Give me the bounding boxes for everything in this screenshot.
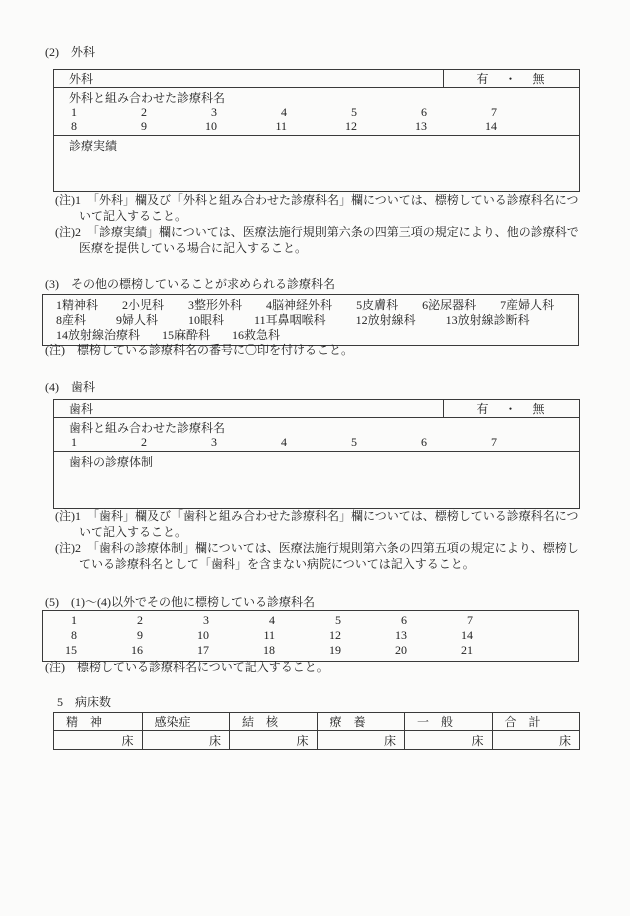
bed-type-header-cell: 結 核 — [229, 713, 317, 730]
bed-count-cell[interactable]: 床 — [492, 731, 580, 749]
dept-number-cell: 1 — [71, 435, 77, 449]
dept-number-cell: 4 — [269, 613, 275, 627]
dept-option[interactable]: 8産科 — [56, 313, 87, 327]
surgery-combo-numbers-8-14[interactable] — [54, 119, 579, 133]
surgery-results-label: 診療実績 — [69, 139, 118, 153]
dept-number-cell: 16 — [131, 643, 143, 657]
dept-number-cell: 15 — [65, 643, 77, 657]
beds-header-row — [54, 713, 579, 730]
surgery-combo-row[interactable] — [54, 87, 579, 135]
dept-number-cell: 18 — [263, 643, 275, 657]
dept-option[interactable]: 16救急科 — [232, 328, 281, 342]
dept-option[interactable]: 7産婦人科 — [500, 298, 555, 312]
dept-number-cell: 10 — [205, 119, 217, 133]
surgery-yes-no-cell[interactable]: 有 ・ 無 — [443, 70, 579, 87]
note-line: (注)1 「歯科」欄及び「歯科と組み合わせた診療科名」欄については、標榜している診療科名につ — [55, 509, 579, 523]
dept-option[interactable]: 15麻酔科 — [162, 328, 211, 342]
dept-option[interactable]: 5皮膚科 — [356, 298, 399, 312]
dentistry-system-cell[interactable] — [54, 451, 579, 508]
dept-number-cell: 6 — [421, 105, 427, 119]
dept-option[interactable]: 12放射線科 — [355, 313, 416, 327]
dept-number-cell: 11 — [263, 628, 275, 642]
dept-number-cell: 20 — [395, 643, 407, 657]
dept-number-cell: 8 — [71, 119, 77, 133]
section5-heading: (5) (1)～(4)以外でその他に標榜している診療科名 — [45, 595, 315, 609]
dentistry-table — [53, 399, 580, 509]
dept-number-cell: 14 — [461, 628, 473, 642]
section3-note: (注) 標榜している診療科名の番号に〇印を付けること。 — [45, 343, 353, 357]
dept-number-cell: 6 — [421, 435, 427, 449]
dept-number-cell: 7 — [491, 105, 497, 119]
section4-heading: (4) 歯科 — [45, 380, 95, 394]
bed-type-header-cell: 合 計 — [492, 713, 580, 730]
dept-option[interactable]: 4脳神経外科 — [266, 298, 333, 312]
dept-number-cell: 5 — [351, 105, 357, 119]
dept-number-cell: 7 — [491, 435, 497, 449]
required-depts-row-1 — [43, 297, 578, 312]
other-depts-numbers-8-14[interactable] — [43, 628, 578, 643]
bed-count-cell[interactable]: 床 — [121, 733, 134, 748]
bed-type-header-cell: 精 神 — [66, 715, 103, 729]
dentistry-header-row — [54, 400, 579, 417]
dept-number-cell: 14 — [485, 119, 497, 133]
surgery-table — [53, 69, 580, 192]
beds-table — [53, 712, 580, 750]
dentistry-combo-numbers-1-7[interactable] — [54, 435, 579, 449]
note-line: (注)2 「診療実績」欄については、医療法施行規則第六条の四第三項の規定により、他の診療科で — [55, 225, 579, 239]
dept-number-cell: 11 — [275, 119, 287, 133]
surgery-combo-label: 外科と組み合わせた診療科名 — [69, 91, 226, 105]
dept-number-cell: 19 — [329, 643, 341, 657]
beds-heading: 5 病床数 — [57, 695, 112, 709]
bed-count-cell[interactable]: 床 — [142, 731, 230, 749]
beds-count-row — [54, 730, 579, 749]
other-departments-box[interactable] — [42, 610, 579, 662]
dept-number-cell: 2 — [137, 613, 143, 627]
bed-type-header-cell: 一 般 — [404, 713, 492, 730]
note-line: いて記入すること。 — [79, 525, 188, 539]
required-depts-row-2 — [43, 312, 578, 327]
section5-note: (注) 標榜している診療科名について記入すること。 — [45, 660, 329, 674]
dept-number-cell: 7 — [467, 613, 473, 627]
bed-count-cell[interactable]: 床 — [317, 731, 405, 749]
dept-number-cell: 5 — [335, 613, 341, 627]
dept-number-cell: 12 — [345, 119, 357, 133]
surgery-header-row — [54, 70, 579, 87]
dentistry-dept-label: 歯科 — [69, 402, 94, 416]
dept-number-cell: 3 — [211, 435, 217, 449]
surgery-dept-label: 外科 — [69, 72, 94, 86]
surgery-results-cell[interactable] — [54, 135, 579, 191]
dept-number-cell: 4 — [281, 105, 287, 119]
dept-number-cell: 2 — [141, 435, 147, 449]
dept-option[interactable]: 1精神科 — [56, 298, 99, 312]
dept-option[interactable]: 10眼科 — [188, 313, 225, 327]
note-line: (注)1 「外科」欄及び「外科と組み合わせた診療科名」欄については、標榜している診療科名につ — [55, 193, 579, 207]
dept-option[interactable]: 11耳鼻咽喉科 — [254, 313, 326, 327]
dept-number-cell: 3 — [211, 105, 217, 119]
dept-option[interactable]: 13放射線診断科 — [445, 313, 530, 327]
bed-count-cell[interactable]: 床 — [229, 731, 317, 749]
bed-type-header-cell: 感染症 — [142, 713, 230, 730]
dentistry-combo-row[interactable] — [54, 417, 579, 451]
dentistry-combo-label: 歯科と組み合わせた診療科名 — [69, 421, 226, 435]
dept-number-cell: 12 — [329, 628, 341, 642]
bed-type-header-cell: 療 養 — [317, 713, 405, 730]
required-depts-row-3 — [43, 327, 578, 342]
dept-option[interactable]: 2小児科 — [122, 298, 165, 312]
dept-option[interactable]: 6泌尿器科 — [422, 298, 477, 312]
other-depts-numbers-1-7[interactable] — [43, 613, 578, 628]
dept-number-cell: 2 — [141, 105, 147, 119]
dept-number-cell: 17 — [197, 643, 209, 657]
section3-heading: (3) その他の標榜していることが求められる診療科名 — [45, 277, 335, 291]
dept-number-cell: 13 — [395, 628, 407, 642]
dentistry-yes-no-cell[interactable]: 有 ・ 無 — [443, 400, 579, 417]
dept-number-cell: 1 — [71, 105, 77, 119]
note-line: 医療を提供している場合に記入すること。 — [79, 241, 308, 255]
dept-number-cell: 9 — [137, 628, 143, 642]
other-depts-numbers-15-21[interactable] — [43, 643, 578, 658]
section2-notes — [55, 192, 585, 256]
dept-number-cell: 5 — [351, 435, 357, 449]
dept-option[interactable]: 3整形外科 — [188, 298, 243, 312]
dept-number-cell: 10 — [197, 628, 209, 642]
dept-option[interactable]: 9婦人科 — [116, 313, 159, 327]
dept-number-cell: 13 — [415, 119, 427, 133]
required-departments-box[interactable] — [42, 294, 579, 346]
note-line: ている診療科名として「歯科」を含まない病院については記入すること。 — [79, 557, 475, 571]
bed-count-cell[interactable]: 床 — [404, 731, 492, 749]
note-line: (注)2 「歯科の診療体制」欄については、医療法施行規則第六条の四第五項の規定により、標榜し — [55, 541, 579, 555]
dept-number-cell: 4 — [281, 435, 287, 449]
section4-notes — [55, 508, 585, 572]
dentistry-system-label: 歯科の診療体制 — [69, 455, 154, 469]
dept-option[interactable]: 14放射線治療科 — [56, 328, 141, 342]
dept-number-cell: 21 — [461, 643, 473, 657]
note-line: いて記入すること。 — [79, 209, 188, 223]
section2-heading: (2) 外科 — [45, 45, 95, 59]
dept-number-cell: 6 — [401, 613, 407, 627]
dept-number-cell: 8 — [71, 628, 77, 642]
dept-number-cell: 1 — [71, 613, 77, 627]
surgery-combo-numbers-1-7[interactable] — [54, 105, 579, 119]
dept-number-cell: 3 — [203, 613, 209, 627]
dept-number-cell: 9 — [141, 119, 147, 133]
